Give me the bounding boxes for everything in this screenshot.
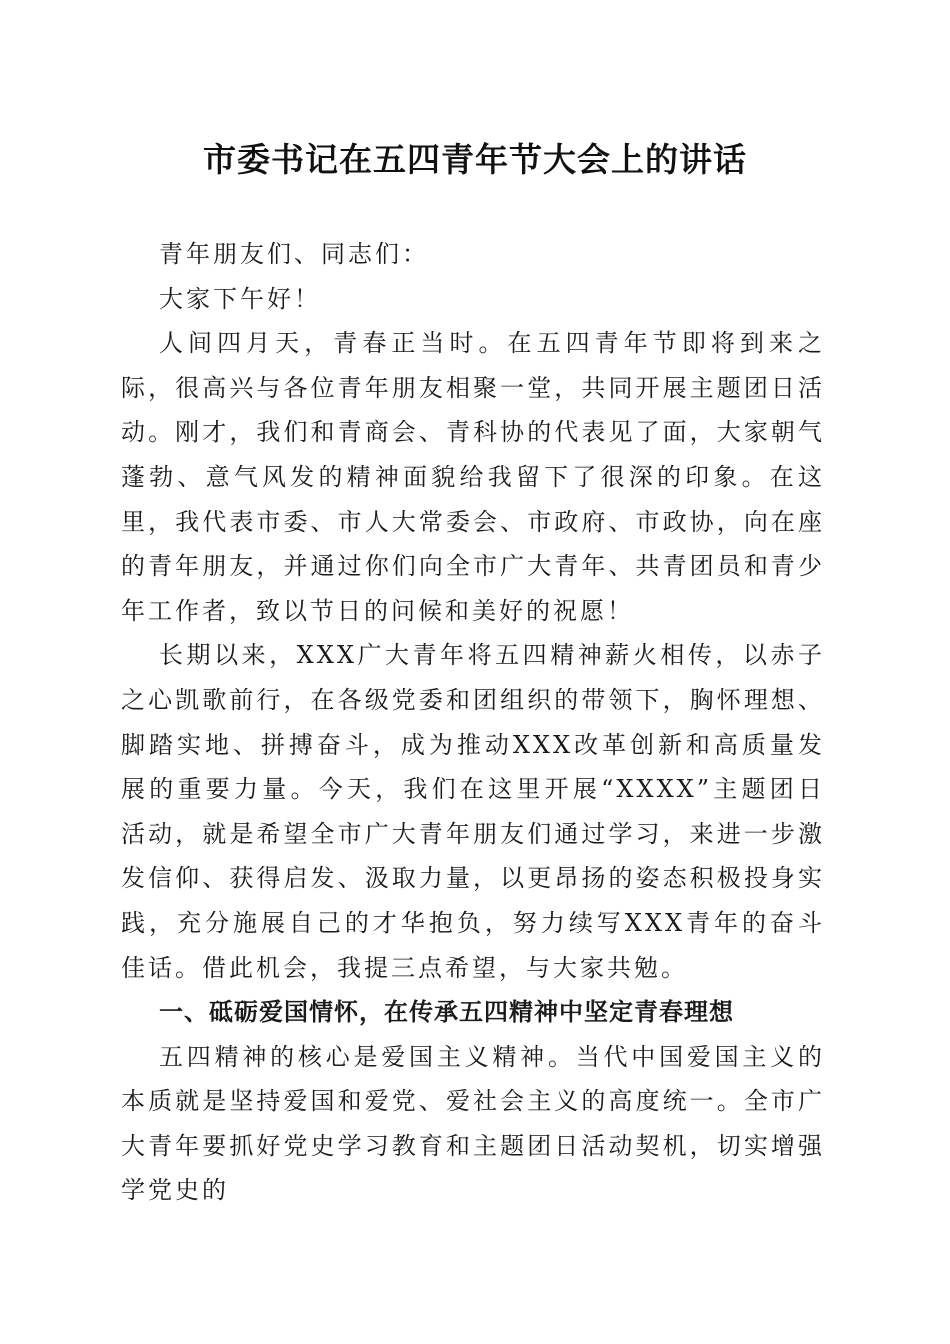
salutation: 青年朋友们、同志们： [159, 240, 429, 268]
section-1-heading: 一、砥砺爱国情怀，在传承五四精神中坚定青春理想 [159, 998, 734, 1027]
document-body [121, 232, 825, 1213]
paragraph-opening: 人间四月天，青春正当时。在五四青年节即将到来之际，很高兴与各位青年朋友相聚一堂，共同开展主题团日活动。刚才，我们和青商会、青科协的代表见了面，大家朝气蓬勃、意气风发的精神面貌给我留下了很深的印象。在这里，我代表市委、市人大常委会、市政府、市政协，向在座的青年朋友，并通过你们向全市广大青年、共青团员和青少年工作者，致以节日的问候和美好的祝愿！ [121, 329, 825, 625]
document-title: 市委书记在五四青年节大会上的讲话 [203, 140, 747, 179]
greeting: 大家下午好！ [159, 284, 321, 313]
paragraph-background: 长期以来，XXX广大青年将五四精神薪火相传，以赤子之心凯歌前行，在各级党委和团组织的带领下，胸怀理想、脚踏实地、拼搏奋斗，成为推动XXX改革创新和高质量发展的重要力量。今天，我们在这里开展“XXXX”主题团日活动，就是希望全市广大青年朋友们通过学习，来进一步激发信仰、获得启发、汲取力量，以更昂扬的姿态积极投身实践，充分施展自己的才华抱负，努力续写XXX青年的奋斗佳话。借此机会，我提三点希望，与大家共勉。 [121, 641, 825, 982]
section-1-paragraph: 五四精神的核心是爱国主义精神。当代中国爱国主义的本质就是坚持爱国和爱党、爱社会主义的高度统一。全市广大青年要抓好党史学习教育和主题团日活动契机，切实增强学党史的 [121, 1042, 825, 1205]
